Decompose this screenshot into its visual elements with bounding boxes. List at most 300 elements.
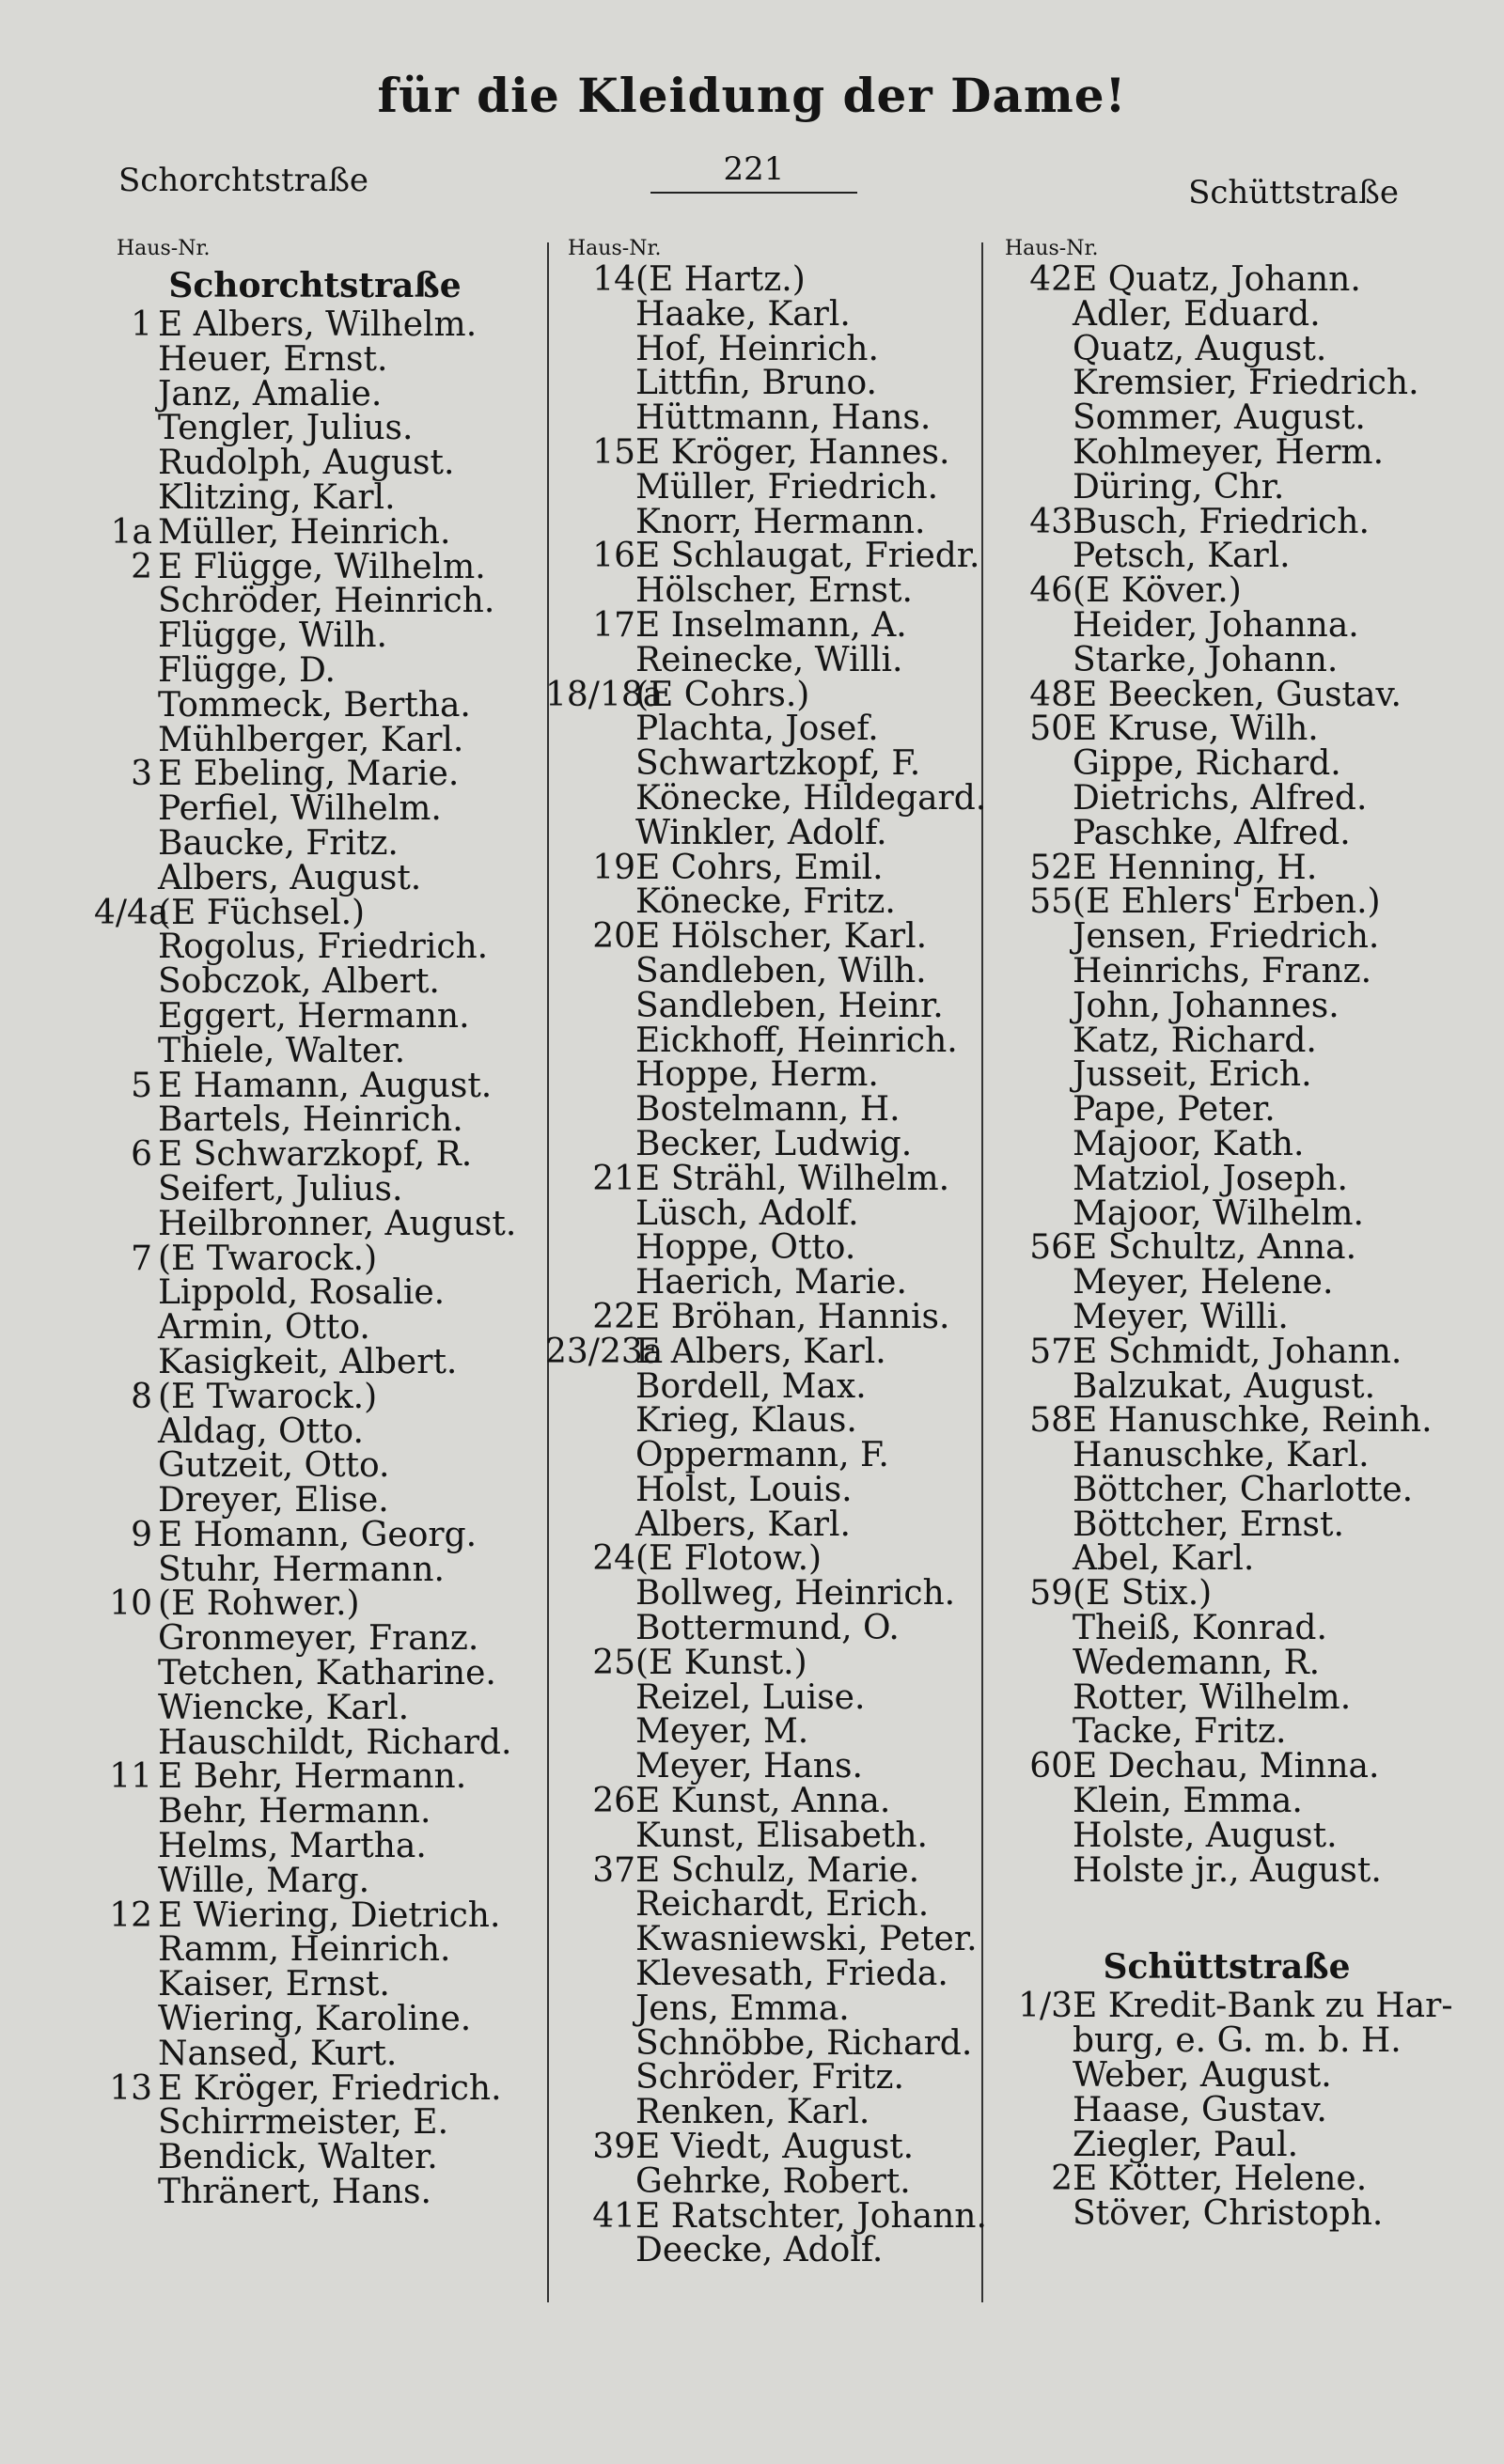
resident-line: E Bröhan, Hannis. — [635, 1297, 950, 1336]
resident-line: Holst, Louis. — [635, 1470, 853, 1509]
resident-list — [158, 305, 536, 517]
house-number: 23/23a — [545, 1332, 664, 1371]
house-entry — [545, 675, 987, 852]
resident-list — [635, 1159, 978, 1302]
resident-line: Sobczok, Albert. — [158, 962, 440, 1002]
resident-line: Quatz, August. — [1073, 329, 1327, 368]
house-entry — [94, 512, 536, 552]
column-header: Haus-Nr. — [1005, 237, 1099, 260]
resident-line: (E Kunst.) — [635, 1643, 807, 1682]
resident-list — [635, 1297, 978, 1336]
street-heading: Schüttstraße — [1103, 1947, 1351, 1988]
resident-line: E Hanuschke, Reinh. — [1073, 1401, 1433, 1441]
house-number: 58 — [1029, 1401, 1073, 1441]
resident-line: Wiencke, Karl. — [158, 1688, 410, 1727]
resident-line: Thiele, Walter. — [158, 1031, 406, 1070]
resident-line: E Kötter, Helene. — [1073, 2160, 1368, 2199]
resident-line: Deecke, Adolf. — [635, 2231, 884, 2270]
resident-line: Hanuschke, Karl. — [1073, 1436, 1370, 1475]
resident-list — [1073, 571, 1471, 679]
resident-line: Hof, Heinrich. — [635, 329, 879, 368]
resident-line: Hölscher, Ernst. — [635, 571, 913, 611]
resident-line: E Inselmann, A. — [635, 605, 907, 645]
resident-line: (E Stix.) — [1073, 1574, 1213, 1614]
resident-list — [1073, 1401, 1471, 1579]
house-entry — [94, 547, 536, 759]
resident-line: Haerich, Marie. — [635, 1263, 907, 1302]
resident-line: Sandleben, Heinr. — [635, 986, 944, 1025]
resident-list — [1073, 1228, 1471, 1336]
resident-list — [158, 1135, 536, 1243]
resident-line: Lippold, Rosalie. — [158, 1273, 446, 1313]
house-number: 17 — [592, 605, 635, 645]
resident-list — [158, 1757, 536, 1900]
resident-line: Katz, Richard. — [1073, 1021, 1317, 1060]
resident-line: Baucke, Fritz. — [158, 823, 399, 863]
resident-line: Heilbronner, August. — [158, 1204, 517, 1243]
resident-line: Kunst, Elisabeth. — [635, 1816, 928, 1855]
resident-list — [635, 539, 980, 609]
house-number: 60 — [1029, 1747, 1073, 1786]
resident-list — [635, 1850, 978, 2132]
resident-line: Tetchen, Katharine. — [158, 1654, 496, 1693]
resident-list — [1073, 2162, 1471, 2232]
resident-line: Starke, Johann. — [1073, 640, 1339, 679]
resident-line: Hoppe, Otto. — [635, 1228, 856, 1268]
resident-line: E Beecken, Gustav. — [1073, 675, 1402, 714]
house-number: 14 — [592, 260, 635, 299]
resident-line: Klein, Emma. — [1073, 1782, 1303, 1821]
resident-line: Gronmeyer, Franz. — [158, 1619, 479, 1659]
resident-list — [635, 1782, 978, 1855]
resident-list — [1073, 1989, 1471, 2162]
resident-line: Balzukat, August. — [1073, 1366, 1376, 1406]
resident-line: Heider, Johanna. — [1073, 605, 1359, 645]
resident-line: Majoor, Wilhelm. — [1073, 1193, 1364, 1233]
house-number: 24 — [592, 1539, 635, 1579]
resident-line: Haake, Karl. — [635, 294, 851, 334]
resident-line: E Flügge, Wilhelm. — [158, 547, 486, 586]
resident-line: Schirrmeister, E. — [158, 2103, 449, 2143]
resident-line: E Kredit-Bank zu Har- — [1073, 1987, 1453, 2026]
resident-line: E Kruse, Wilh. — [1073, 710, 1319, 749]
resident-line: Mühlberger, Karl. — [158, 720, 464, 759]
resident-line: E Henning, H. — [1073, 848, 1318, 887]
resident-line: Albers, Karl. — [635, 1505, 851, 1544]
page-number-rule — [650, 192, 857, 194]
resident-line: Bendick, Walter. — [158, 2138, 438, 2177]
resident-line: E Hölscher, Karl. — [635, 917, 928, 957]
resident-line: Thränert, Hans. — [158, 2173, 431, 2212]
resident-line: Albers, August. — [158, 858, 422, 897]
resident-line: Heuer, Ernst. — [158, 339, 388, 379]
resident-line: Reichardt, Erich. — [635, 1885, 930, 1925]
resident-list — [1073, 502, 1471, 576]
resident-list — [635, 1643, 978, 1786]
resident-line: Böttcher, Ernst. — [1073, 1505, 1344, 1544]
house-entry — [94, 1377, 536, 1521]
resident-line: Stöver, Christoph. — [1073, 2194, 1384, 2234]
house-entry — [982, 1228, 1471, 1336]
resident-list — [635, 917, 978, 1163]
house-number: 26 — [592, 1782, 635, 1821]
resident-line: Gehrke, Robert. — [635, 2161, 911, 2201]
resident-line: Schwartzkopf, F. — [635, 744, 921, 784]
resident-line: burg, e. G. m. b. H. — [1073, 2021, 1402, 2061]
resident-line: Düring, Chr. — [1073, 467, 1285, 507]
resident-line: Knorr, Hermann. — [635, 502, 926, 541]
house-entry — [94, 305, 536, 517]
house-entry — [94, 757, 536, 896]
resident-line: E Schulz, Marie. — [635, 1850, 920, 1890]
resident-line: Busch, Friedrich. — [1073, 502, 1370, 541]
house-entry — [982, 260, 1471, 507]
house-number: 7 — [131, 1239, 152, 1278]
resident-line: Janz, Amalie. — [158, 374, 383, 413]
resident-line: (E Cohrs.) — [635, 675, 810, 714]
resident-line: John, Johannes. — [1073, 986, 1340, 1025]
resident-list — [158, 547, 536, 759]
house-number: 1/3 — [1018, 1987, 1073, 2026]
resident-line: E Wiering, Dietrich. — [158, 1895, 501, 1935]
house-entry — [982, 1989, 1471, 2162]
house-number: 4/4a — [94, 893, 169, 932]
resident-line: Bottermund, O. — [635, 1609, 900, 1648]
house-entry — [94, 1239, 536, 1381]
house-entry — [982, 502, 1471, 576]
resident-line: Jusseit, Erich. — [1073, 1055, 1312, 1095]
resident-list — [158, 1515, 536, 1589]
house-entry — [545, 1332, 978, 1544]
resident-line: Kasigkeit, Albert. — [158, 1342, 458, 1381]
resident-line: Rogolus, Friedrich. — [158, 928, 489, 967]
page-number: 221 — [723, 150, 785, 188]
resident-line: E Schultz, Anna. — [1073, 1228, 1357, 1268]
resident-line: Schröder, Fritz. — [635, 2058, 904, 2098]
house-number: 55 — [1029, 882, 1073, 922]
resident-line: Müller, Friedrich. — [635, 467, 939, 507]
resident-list — [635, 848, 978, 922]
house-number: 43 — [1029, 502, 1073, 541]
resident-line: Sommer, August. — [1073, 398, 1366, 438]
house-number: 41 — [592, 2196, 635, 2236]
house-number: 37 — [592, 1850, 635, 1890]
resident-line: Könecke, Fritz. — [635, 882, 896, 922]
resident-line: (E Köver.) — [1073, 571, 1242, 611]
resident-list — [1073, 1574, 1471, 1752]
house-number: 57 — [1029, 1332, 1073, 1371]
house-number: 46 — [1029, 571, 1073, 611]
resident-line: Holste jr., August. — [1073, 1850, 1382, 1890]
resident-line: Bostelmann, H. — [635, 1090, 901, 1130]
resident-line: Wedemann, R. — [1073, 1643, 1321, 1682]
house-number: 11 — [109, 1757, 152, 1797]
resident-line: Abel, Karl. — [1073, 1539, 1255, 1579]
resident-list — [1073, 848, 1471, 887]
house-entry — [545, 1297, 978, 1336]
column-header: Haus-Nr. — [117, 237, 211, 260]
resident-list — [158, 1066, 536, 1140]
resident-line: E Cohrs, Emil. — [635, 848, 884, 887]
house-entry — [545, 1850, 978, 2132]
resident-line: Gippe, Richard. — [1073, 744, 1341, 784]
resident-line: Kremsier, Friedrich. — [1073, 364, 1419, 403]
resident-list — [1073, 1747, 1471, 1890]
house-number: 9 — [131, 1515, 152, 1554]
resident-line: Kaiser, Ernst. — [158, 1965, 390, 2004]
resident-line: E Kröger, Friedrich. — [158, 2068, 502, 2108]
column-1 — [94, 235, 536, 2210]
resident-line: Weber, August. — [1073, 2056, 1332, 2096]
resident-line: (E Flotow.) — [635, 1539, 822, 1579]
resident-line: E Ebeling, Marie. — [158, 755, 460, 794]
resident-line: Kohlmeyer, Herm. — [1073, 432, 1385, 472]
resident-line: Sandleben, Wilh. — [635, 951, 927, 990]
resident-list — [1073, 260, 1471, 507]
resident-line: Meyer, M. — [635, 1712, 809, 1752]
resident-line: Adler, Eduard. — [1073, 294, 1321, 334]
resident-line: E Schwarzkopf, R. — [158, 1135, 473, 1175]
resident-line: Eggert, Hermann. — [158, 996, 470, 1036]
house-number: 48 — [1029, 675, 1073, 714]
house-entry — [94, 1757, 536, 1900]
resident-line: E Dechau, Minna. — [1073, 1747, 1380, 1786]
page-number-block — [650, 150, 857, 194]
house-number: 5 — [131, 1066, 152, 1105]
resident-list — [158, 1239, 536, 1381]
resident-line: Holste, August. — [1073, 1816, 1338, 1855]
house-entry — [545, 432, 978, 541]
house-entry — [94, 1584, 536, 1762]
resident-list — [635, 260, 978, 438]
house-entry — [982, 2162, 1471, 2232]
resident-line: Becker, Ludwig. — [635, 1124, 913, 1163]
resident-list — [158, 1377, 536, 1521]
resident-line: Meyer, Willi. — [1073, 1297, 1289, 1336]
resident-line: (E Rohwer.) — [158, 1584, 360, 1624]
house-entry — [982, 1332, 1471, 1406]
resident-line: Flügge, D. — [158, 650, 336, 690]
resident-line: Pape, Peter. — [1073, 1090, 1276, 1130]
house-number: 56 — [1029, 1228, 1073, 1268]
house-entry — [94, 1135, 536, 1243]
resident-list — [158, 2068, 536, 2212]
column-header: Haus-Nr. — [568, 237, 662, 260]
resident-line: E Behr, Hermann. — [158, 1757, 467, 1797]
house-entry — [545, 1782, 978, 1855]
house-number: 6 — [131, 1135, 152, 1175]
resident-line: Reinecke, Willi. — [635, 640, 903, 679]
resident-list — [635, 1332, 978, 1544]
resident-line: Meyer, Helene. — [1073, 1263, 1334, 1302]
resident-line: Eickhoff, Heinrich. — [635, 1021, 958, 1060]
house-entry — [545, 605, 978, 679]
resident-line: Kwasniewski, Peter. — [635, 1920, 978, 1959]
resident-line: Wille, Marg. — [158, 1861, 370, 1900]
house-number: 13 — [109, 2068, 152, 2108]
resident-line: Perfiel, Wilhelm. — [158, 789, 442, 829]
resident-line: Flügge, Wilh. — [158, 616, 387, 656]
house-entry — [545, 917, 978, 1163]
resident-line: Helms, Martha. — [158, 1827, 427, 1866]
resident-line: Oppermann, F. — [635, 1436, 889, 1475]
resident-line: (E Twarock.) — [158, 1239, 378, 1278]
resident-line: Rotter, Wilhelm. — [1073, 1677, 1352, 1717]
resident-line: Winkler, Adolf. — [635, 813, 887, 852]
resident-line: Ramm, Heinrich. — [158, 1930, 451, 1970]
house-entry — [545, 2196, 987, 2270]
resident-line: E Kröger, Hannes. — [635, 432, 950, 472]
resident-line: Plachta, Josef. — [635, 710, 879, 749]
resident-line: Schnöbbe, Richard. — [635, 2023, 973, 2063]
resident-line: Meyer, Hans. — [635, 1747, 863, 1786]
resident-line: E Schlaugat, Friedr. — [635, 537, 980, 576]
resident-list — [635, 2196, 987, 2270]
resident-line: E Albers, Karl. — [635, 1332, 886, 1371]
house-number: 25 — [592, 1643, 635, 1682]
banner-slogan: für die Kleidung der Dame! — [377, 68, 1127, 123]
house-entry — [94, 1515, 536, 1589]
resident-line: Tommeck, Bertha. — [158, 685, 471, 725]
resident-line: E Viedt, August. — [635, 2128, 915, 2167]
house-number: 59 — [1029, 1574, 1073, 1614]
house-number: 21 — [592, 1159, 635, 1198]
house-number: 39 — [592, 2128, 635, 2167]
resident-line: Hoppe, Herm. — [635, 1055, 879, 1095]
house-number: 2 — [131, 547, 152, 586]
resident-line: Majoor, Kath. — [1073, 1124, 1305, 1163]
resident-line: Stuhr, Hermann. — [158, 1550, 445, 1589]
resident-line: Bartels, Heinrich. — [158, 1100, 463, 1140]
house-entry — [94, 2068, 536, 2212]
resident-line: E Albers, Wilhelm. — [158, 305, 478, 344]
house-entry — [545, 848, 978, 922]
resident-line: Armin, Otto. — [158, 1308, 370, 1348]
resident-line: Könecke, Hildegard. — [635, 778, 987, 818]
resident-line: E Ratschter, Johann. — [635, 2196, 987, 2236]
spacer — [982, 1888, 1471, 1944]
resident-list — [635, 675, 987, 852]
resident-list — [1073, 882, 1471, 1233]
resident-list — [1073, 712, 1471, 850]
resident-line: Jens, Emma. — [635, 1988, 850, 2028]
resident-line: Krieg, Klaus. — [635, 1401, 857, 1441]
house-entry — [982, 1401, 1471, 1579]
resident-list — [158, 893, 536, 1070]
resident-list — [158, 1895, 536, 2073]
resident-line: Ziegler, Paul. — [1073, 2125, 1299, 2164]
house-entry — [982, 571, 1471, 679]
house-entry — [545, 539, 978, 609]
resident-line: Petsch, Karl. — [1073, 537, 1291, 576]
resident-line: (E Hartz.) — [635, 260, 806, 299]
resident-line: E Schmidt, Johann. — [1073, 1332, 1402, 1371]
resident-line: E Kunst, Anna. — [635, 1782, 891, 1821]
house-entry — [982, 882, 1471, 1233]
house-number: 22 — [592, 1297, 635, 1336]
house-entry — [982, 1574, 1471, 1752]
house-entry — [982, 848, 1471, 887]
resident-line: Müller, Heinrich. — [158, 512, 451, 552]
resident-list — [158, 512, 536, 552]
resident-line: Lüsch, Adolf. — [635, 1193, 859, 1233]
resident-line: Schröder, Heinrich. — [158, 582, 495, 621]
resident-line: Littfin, Bruno. — [635, 364, 877, 403]
house-number: 50 — [1029, 710, 1073, 749]
house-number: 8 — [131, 1377, 152, 1416]
house-entry — [982, 712, 1471, 850]
resident-line: Reizel, Luise. — [635, 1677, 866, 1717]
running-header-right: Schüttstraße — [1188, 174, 1399, 211]
resident-line: Matziol, Joseph. — [1073, 1159, 1348, 1198]
house-entry — [545, 2130, 978, 2200]
resident-line: (E Ehlers' Erben.) — [1073, 882, 1381, 922]
resident-line: Tengler, Julius. — [158, 409, 414, 448]
house-entry — [545, 1539, 978, 1648]
resident-line: Wiering, Karoline. — [158, 2000, 472, 2039]
resident-list — [635, 432, 978, 541]
resident-list — [1073, 675, 1471, 714]
resident-line: Hauschildt, Richard. — [158, 1723, 512, 1762]
resident-line: E Homann, Georg. — [158, 1515, 478, 1554]
resident-line: E Hamann, August. — [158, 1066, 493, 1105]
house-number: 20 — [592, 917, 635, 957]
resident-line: Renken, Karl. — [635, 2093, 870, 2132]
house-entry — [545, 1643, 978, 1786]
resident-line: Nansed, Kurt. — [158, 2034, 398, 2073]
house-number: 18/18a — [545, 675, 664, 714]
resident-list — [158, 1584, 536, 1762]
resident-list — [635, 1539, 978, 1648]
resident-line: E Quatz, Johann. — [1073, 260, 1361, 299]
resident-line: Klevesath, Frieda. — [635, 1955, 948, 1994]
resident-line: Theiß, Konrad. — [1073, 1609, 1327, 1648]
house-number: 2 — [1051, 2160, 1073, 2199]
house-entry — [545, 260, 978, 438]
resident-line: (E Füchsel.) — [158, 893, 366, 932]
house-number: 42 — [1029, 260, 1073, 299]
resident-line: E Strähl, Wilhelm. — [635, 1159, 950, 1198]
house-entry — [94, 1895, 536, 2073]
house-number: 52 — [1029, 848, 1073, 887]
house-number: 3 — [131, 755, 152, 794]
resident-line: Haase, Gustav. — [1073, 2090, 1327, 2129]
resident-line: Böttcher, Charlotte. — [1073, 1470, 1414, 1509]
resident-list — [635, 605, 978, 679]
house-number: 19 — [592, 848, 635, 887]
house-entry — [94, 893, 536, 1070]
resident-line: (E Twarock.) — [158, 1377, 378, 1416]
resident-list — [1073, 1332, 1471, 1406]
running-header-left: Schorchtstraße — [118, 162, 369, 199]
resident-line: Klitzing, Karl. — [158, 477, 396, 517]
resident-line: Dietrichs, Alfred. — [1073, 778, 1368, 818]
resident-line: Behr, Hermann. — [158, 1792, 431, 1832]
house-entry — [94, 1066, 536, 1140]
column-2 — [545, 235, 987, 2270]
house-number: 1a — [110, 512, 152, 552]
resident-line: Aldag, Otto. — [158, 1411, 364, 1451]
house-number: 1 — [131, 305, 152, 344]
resident-line: Bollweg, Heinrich. — [635, 1574, 956, 1614]
resident-list — [158, 757, 536, 896]
resident-line: Paschke, Alfred. — [1073, 813, 1351, 852]
house-number: 10 — [109, 1584, 152, 1624]
house-number: 12 — [109, 1895, 152, 1935]
resident-line: Tacke, Fritz. — [1073, 1712, 1287, 1752]
house-entry — [982, 1747, 1471, 1890]
resident-line: Heinrichs, Franz. — [1073, 951, 1372, 990]
